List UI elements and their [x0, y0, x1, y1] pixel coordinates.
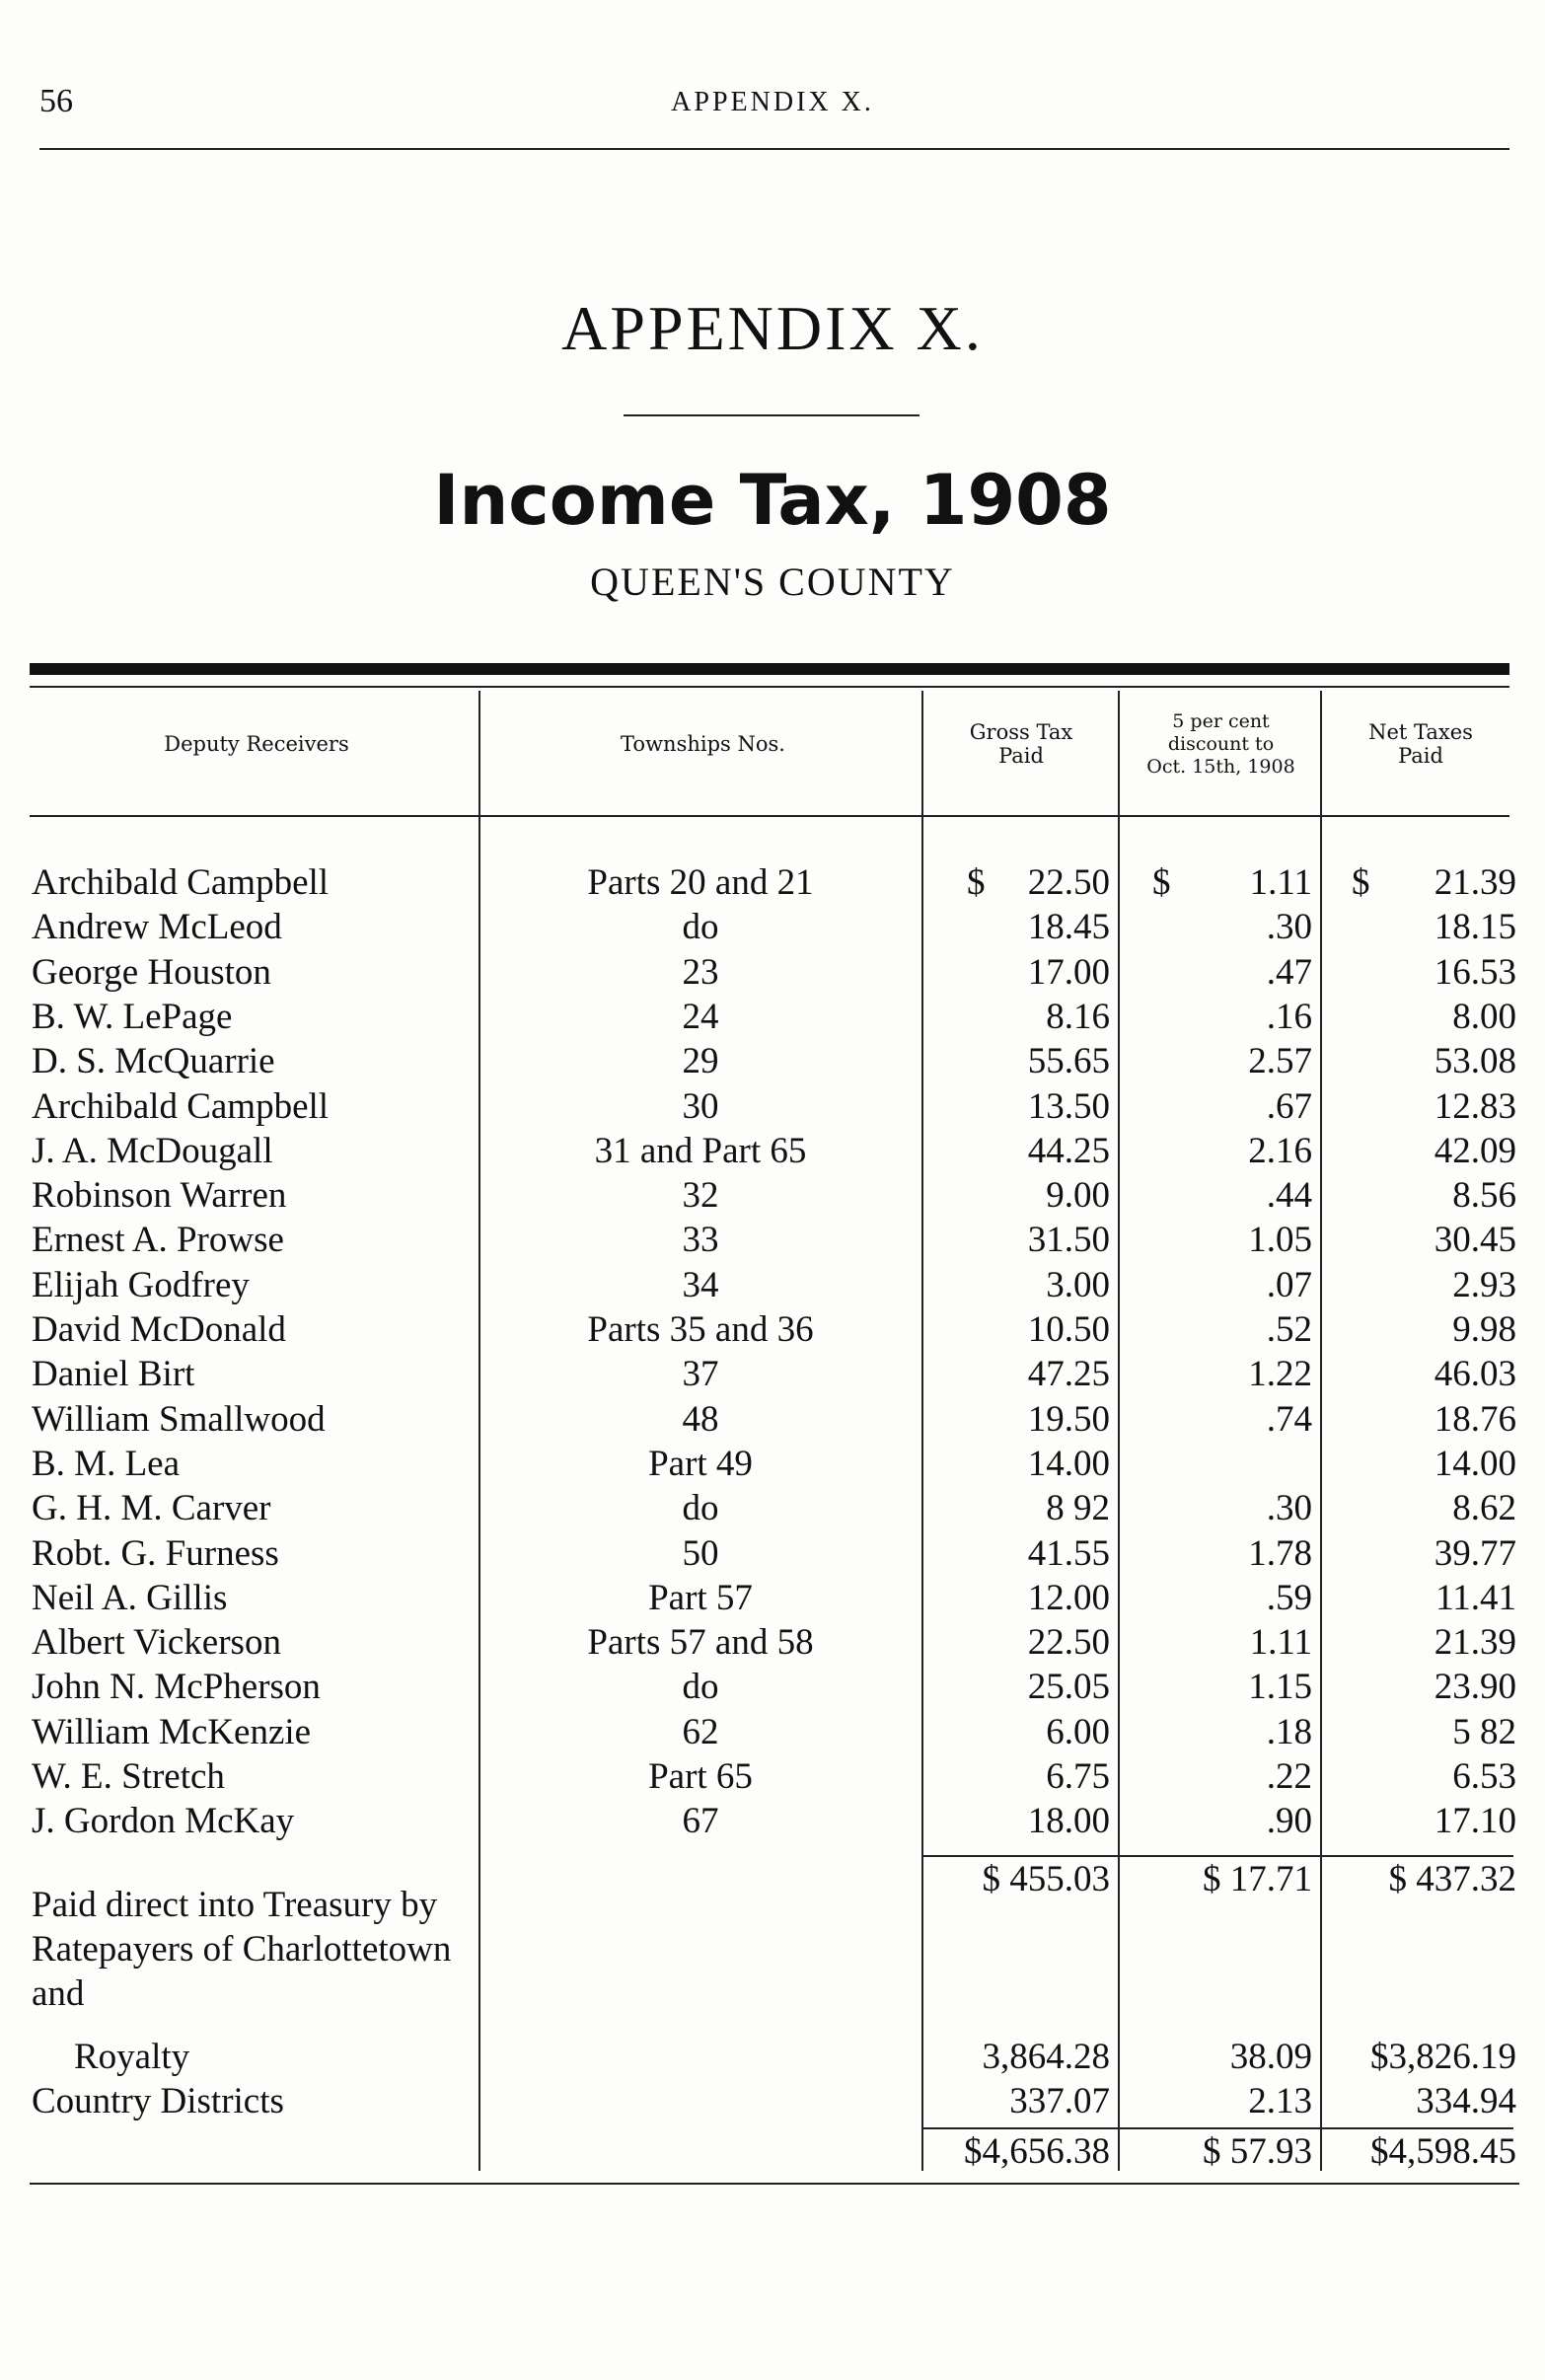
receiver-name: Albert Vickerson — [32, 1622, 281, 1664]
township-cell: do — [682, 1488, 719, 1529]
subtotal-discount: $ 17.71 — [1203, 1859, 1312, 1899]
royalty-discount: 38.09 — [1229, 2037, 1312, 2077]
appendix-title: APPENDIX X. — [561, 293, 984, 363]
township-cell: 31 and Part 65 — [594, 1130, 807, 1171]
table-row — [0, 1754, 1545, 1799]
dollar-sign: $ — [967, 862, 986, 903]
country-net: 334.94 — [1416, 2081, 1516, 2121]
gross-tax-cell: 8.16 — [1046, 996, 1110, 1037]
table-row — [0, 1531, 1545, 1576]
receiver-name: B. W. LePage — [32, 996, 233, 1037]
dollar-sign: $ — [1352, 862, 1370, 903]
net-tax-cell: 16.53 — [1434, 951, 1516, 993]
table-row — [0, 1486, 1545, 1530]
grand-total-gross: $4,656.38 — [964, 2131, 1110, 2172]
township-cell: do — [682, 907, 719, 948]
net-tax-cell: 2.93 — [1452, 1264, 1516, 1305]
income-tax-title: Income Tax, 1908 — [433, 460, 1112, 541]
gross-tax-cell: 17.00 — [1027, 951, 1110, 993]
gross-tax-cell: 8 92 — [1046, 1488, 1110, 1529]
discount-cell: .52 — [1266, 1309, 1312, 1350]
discount-cell: 1.05 — [1248, 1220, 1312, 1261]
net-tax-cell: 42.09 — [1434, 1130, 1516, 1171]
net-tax-cell: 18.15 — [1434, 907, 1516, 948]
net-tax-cell: 30.45 — [1434, 1220, 1516, 1261]
table-row — [0, 860, 1545, 905]
gross-tax-cell: 9.00 — [1046, 1175, 1110, 1217]
header-gross-line1: Gross Tax — [969, 720, 1073, 744]
discount-cell: .44 — [1266, 1175, 1312, 1217]
gross-tax-cell: 19.50 — [1027, 1398, 1110, 1440]
township-cell: 30 — [682, 1085, 719, 1127]
subtotal-net: $ 437.32 — [1388, 1859, 1516, 1899]
discount-cell: .47 — [1266, 951, 1312, 993]
receiver-name: W. E. Stretch — [32, 1756, 225, 1797]
discount-cell: .67 — [1266, 1085, 1312, 1127]
township-cell: Part 57 — [648, 1577, 753, 1618]
header-gross-tax — [922, 720, 1120, 768]
country-gross: 337.07 — [1009, 2081, 1110, 2121]
receiver-name: J. A. McDougall — [32, 1130, 273, 1171]
table-row — [0, 1129, 1545, 1173]
township-cell: 29 — [682, 1041, 719, 1082]
header-gross-line2: Paid — [998, 744, 1044, 768]
header-bottom-rule — [30, 815, 1509, 817]
gross-tax-cell: 12.00 — [1027, 1577, 1110, 1618]
receiver-name: Archibald Campbell — [32, 1085, 330, 1127]
gross-tax-cell: 41.55 — [1027, 1532, 1110, 1574]
gross-tax-cell: 31.50 — [1027, 1220, 1110, 1261]
discount-cell: .22 — [1266, 1756, 1312, 1797]
gross-tax-cell: 22.50 — [1027, 1622, 1110, 1664]
table-row — [0, 1263, 1545, 1307]
net-tax-cell: 17.10 — [1434, 1801, 1516, 1842]
dollar-sign: $ — [1152, 862, 1171, 903]
receiver-name: D. S. McQuarrie — [32, 1041, 275, 1082]
header-net-line1: Net Taxes — [1368, 720, 1473, 744]
subtotal-gross: $ 455.03 — [982, 1859, 1110, 1899]
paid-direct-label: Paid direct into Treasury by Ratepayers of Charlottetown and — [32, 1885, 452, 2014]
gross-tax-cell: 3.00 — [1046, 1264, 1110, 1305]
township-cell: 50 — [682, 1532, 719, 1574]
discount-cell: 1.15 — [1248, 1667, 1312, 1708]
township-cell: 37 — [682, 1354, 719, 1395]
township-cell: 67 — [682, 1801, 719, 1842]
header-discount-line3: Oct. 15th, 1908 — [1146, 756, 1295, 778]
receiver-name: G. H. M. Carver — [32, 1488, 271, 1529]
discount-cell: 1.11 — [1249, 862, 1312, 903]
country-discount: 2.13 — [1248, 2081, 1312, 2121]
gross-tax-cell: 6.00 — [1046, 1711, 1110, 1752]
running-title: APPENDIX X. — [671, 87, 874, 117]
discount-cell: .07 — [1266, 1264, 1312, 1305]
receiver-name: David McDonald — [32, 1309, 286, 1350]
net-tax-cell: 23.90 — [1434, 1667, 1516, 1708]
net-tax-cell: 11.41 — [1435, 1577, 1516, 1618]
gross-tax-cell: 6.75 — [1046, 1756, 1110, 1797]
discount-cell: 1.11 — [1249, 1622, 1312, 1664]
township-cell: 32 — [682, 1175, 719, 1217]
table-row — [0, 1218, 1545, 1262]
receiver-name: Robt. G. Furness — [32, 1532, 279, 1574]
gross-tax-cell: 55.65 — [1027, 1041, 1110, 1082]
net-tax-cell: 5 82 — [1452, 1711, 1516, 1752]
net-tax-cell: 12.83 — [1434, 1085, 1516, 1127]
county-subtitle: QUEEN'S COUNTY — [590, 559, 955, 604]
net-tax-cell: 14.00 — [1434, 1443, 1516, 1484]
header-discount-line1: 5 per cent — [1172, 710, 1270, 732]
header-rule — [39, 148, 1509, 150]
table-row — [0, 1620, 1545, 1665]
discount-cell: .59 — [1266, 1577, 1312, 1618]
receiver-name: Andrew McLeod — [32, 907, 282, 948]
township-cell: do — [682, 1667, 719, 1708]
discount-cell: .74 — [1266, 1398, 1312, 1440]
discount-cell: .16 — [1266, 996, 1312, 1037]
gross-tax-cell: 22.50 — [1027, 862, 1110, 903]
gross-tax-cell: 44.25 — [1027, 1130, 1110, 1171]
net-tax-cell: 21.39 — [1434, 1622, 1516, 1664]
table-row — [0, 1173, 1545, 1218]
table-row — [0, 1710, 1545, 1754]
township-cell: 48 — [682, 1398, 719, 1440]
discount-cell: .30 — [1266, 1488, 1312, 1529]
receiver-name: J. Gordon McKay — [32, 1801, 295, 1842]
receiver-name: Robinson Warren — [32, 1175, 287, 1217]
country-label: Country Districts — [32, 2081, 284, 2121]
table-bottom-rule — [30, 2183, 1519, 2185]
running-head — [0, 83, 1545, 122]
header-deputy-receivers: Deputy Receivers — [164, 732, 349, 756]
net-tax-cell: 21.39 — [1434, 862, 1516, 903]
township-cell: Parts 35 and 36 — [587, 1309, 814, 1350]
royalty-row — [0, 2035, 1545, 2079]
township-cell: Parts 57 and 58 — [587, 1622, 814, 1664]
royalty-gross: 3,864.28 — [982, 2037, 1110, 2077]
township-cell: Part 65 — [648, 1756, 753, 1797]
net-tax-cell: 6.53 — [1452, 1756, 1516, 1797]
net-tax-cell: 8.00 — [1452, 996, 1516, 1037]
grand-total-discount: $ 57.93 — [1203, 2131, 1312, 2172]
discount-cell: .30 — [1266, 907, 1312, 948]
table-row — [0, 1307, 1545, 1352]
receiver-name: William McKenzie — [32, 1711, 312, 1752]
receiver-name: John N. McPherson — [32, 1667, 321, 1708]
net-tax-cell: 46.03 — [1434, 1354, 1516, 1395]
discount-cell: 1.22 — [1248, 1354, 1312, 1395]
receiver-name: Daniel Birt — [32, 1354, 195, 1395]
table-top-thick-rule — [30, 663, 1509, 675]
receiver-name: Neil A. Gillis — [32, 1577, 228, 1618]
net-tax-cell: 53.08 — [1434, 1041, 1516, 1082]
receiver-name: B. M. Lea — [32, 1443, 181, 1484]
discount-cell: 1.78 — [1248, 1532, 1312, 1574]
discount-cell: .90 — [1266, 1801, 1312, 1842]
receiver-name: Ernest A. Prowse — [32, 1220, 284, 1261]
gross-tax-cell: 10.50 — [1027, 1309, 1110, 1350]
grand-total-net: $4,598.45 — [1370, 2131, 1516, 2172]
table-row — [0, 995, 1545, 1039]
receiver-name: William Smallwood — [32, 1398, 326, 1440]
header-net-line2: Paid — [1398, 744, 1443, 768]
township-cell: 62 — [682, 1711, 719, 1752]
header-net-taxes — [1322, 720, 1519, 768]
discount-cell: .18 — [1266, 1711, 1312, 1752]
table-top-thin-rule — [30, 686, 1509, 688]
township-cell: Part 49 — [648, 1443, 753, 1484]
township-cell: Parts 20 and 21 — [587, 862, 814, 903]
header-townships: Townships Nos. — [621, 732, 785, 756]
gross-tax-cell: 25.05 — [1027, 1667, 1110, 1708]
gross-tax-cell: 18.00 — [1027, 1801, 1110, 1842]
township-cell: 34 — [682, 1264, 719, 1305]
grand-total-row — [0, 2129, 1545, 2174]
township-cell: 24 — [682, 996, 719, 1037]
royalty-label: Royalty — [74, 2037, 190, 2077]
gross-tax-cell: 47.25 — [1027, 1354, 1110, 1395]
table-row — [0, 1665, 1545, 1709]
receiver-name: George Houston — [32, 951, 271, 993]
table-row — [0, 1442, 1545, 1486]
net-tax-cell: 39.77 — [1434, 1532, 1516, 1574]
receiver-name: Elijah Godfrey — [32, 1264, 250, 1305]
table-row — [0, 905, 1545, 949]
township-cell: 33 — [682, 1220, 719, 1261]
table-row — [0, 1039, 1545, 1083]
gross-tax-cell: 13.50 — [1027, 1085, 1110, 1127]
table-row — [0, 950, 1545, 995]
table-row — [0, 1799, 1545, 1843]
title-divider — [624, 414, 920, 416]
net-tax-cell: 8.62 — [1452, 1488, 1516, 1529]
gross-tax-cell: 14.00 — [1027, 1443, 1110, 1484]
gross-tax-cell: 18.45 — [1027, 907, 1110, 948]
net-tax-cell: 9.98 — [1452, 1309, 1516, 1350]
receiver-name: Archibald Campbell — [32, 862, 330, 903]
header-discount-line2: discount to — [1167, 733, 1275, 755]
table-row — [0, 1397, 1545, 1442]
table-row — [0, 1084, 1545, 1129]
page-number: 56 — [39, 83, 73, 119]
royalty-net: $3,826.19 — [1370, 2037, 1516, 2077]
table-row — [0, 1576, 1545, 1620]
table-row — [0, 1352, 1545, 1396]
discount-cell: 2.16 — [1248, 1130, 1312, 1171]
discount-cell: 2.57 — [1248, 1041, 1312, 1082]
net-tax-cell: 18.76 — [1434, 1398, 1516, 1440]
township-cell: 23 — [682, 951, 719, 993]
country-row — [0, 2079, 1545, 2123]
net-tax-cell: 8.56 — [1452, 1175, 1516, 1217]
header-discount — [1120, 710, 1322, 779]
